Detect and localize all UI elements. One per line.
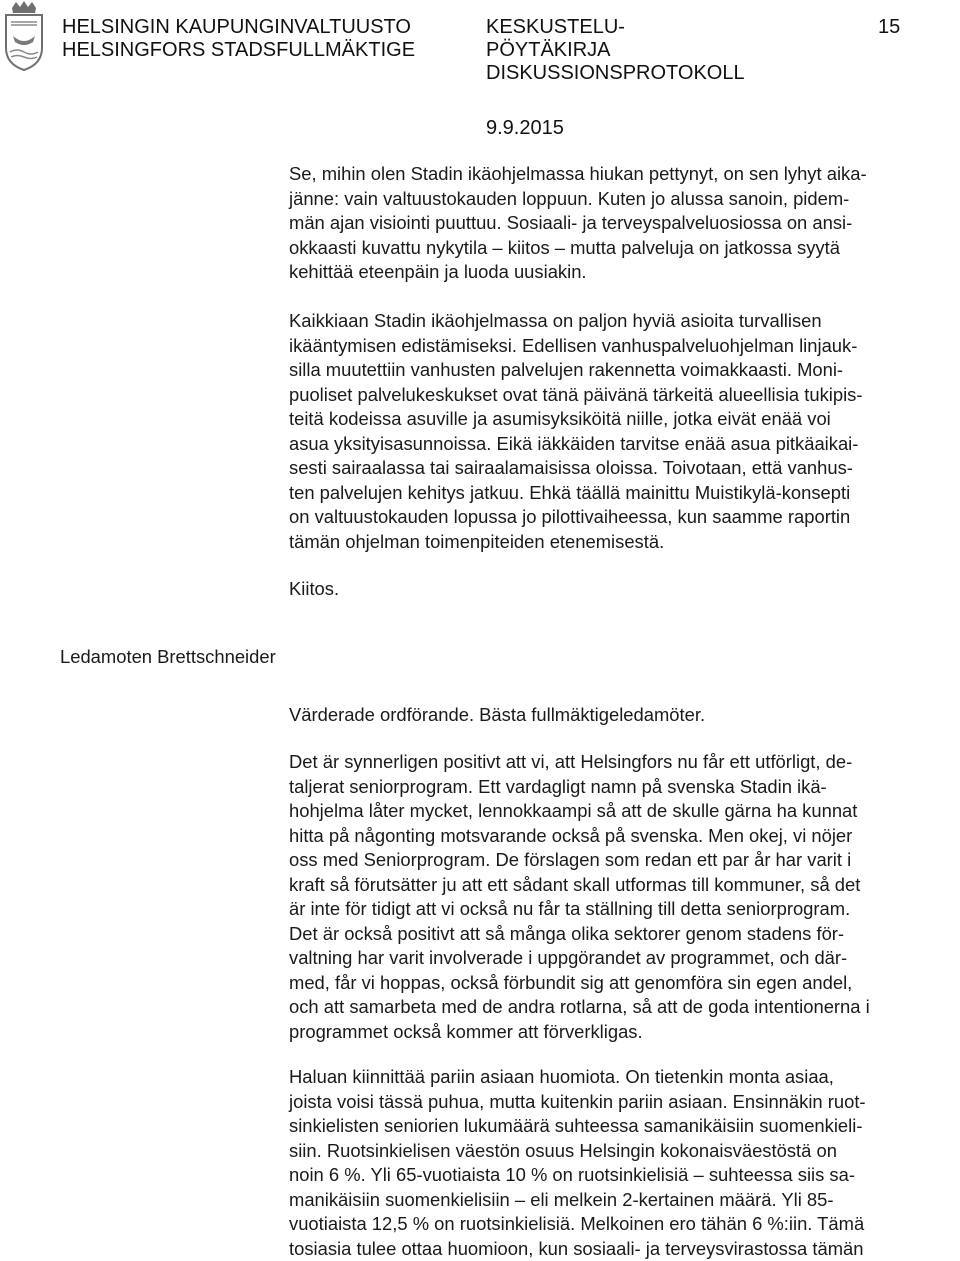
text-line: vuotiaista 12,5 % on ruotsinkielisiä. Melkoinen ero tähän 6 %:iin. Tämä [289, 1213, 865, 1234]
text-line: ten palvelujen kehitys jatkuu. Ehkä täällä mainittu Muistikylä-konsepti [289, 481, 851, 503]
text-line: tämän ohjelman toimenpiteiden etenemisestä. [289, 530, 665, 552]
speech-paragraph [289, 577, 959, 602]
speech-paragraph [289, 703, 959, 728]
text-line: oss med Seniorprogram. De förslagen som redan ett par år har varit i [289, 849, 852, 870]
text-line: sinkielisten seniorien lukumäärä suhteessa samanikäisiin suomenkieli- [289, 1115, 863, 1136]
text-line: Haluan kiinnittää pariin asiaan huomiota. On tietenkin monta asiaa, [289, 1066, 834, 1087]
text-line: manikäisiin suomenkielisiin – eli melkein 2-kertainen määrä. Yli 85- [289, 1188, 834, 1210]
text-line: asua yksityisasunnoissa. Eikä iäkkäiden tarvitse enää asua pitkäaikai- [289, 432, 859, 454]
text-line: noin 6 %. Yli 65-vuotiaista 10 % on ruotsinkielisiä – suhteessa siis sa- [289, 1164, 855, 1185]
text-line: ikääntymisen edistämiseksi. Edellisen vanhuspalveluohjelman linjauk- [289, 334, 858, 356]
text-line: puoliset palvelukeskukset ovat tänä päivänä tärkeitä alueellisia tukipis- [289, 383, 863, 405]
document-type-line-2: PÖYTÄKIRJA [486, 39, 611, 61]
text-line: jänne: vain valtuustokauden loppuun. Kuten jo alussa sanoin, pidem- [289, 187, 850, 209]
document-type-line-1: KESKUSTELU- [486, 16, 625, 38]
speaker-name: Ledamoten Brettschneider [60, 646, 276, 667]
meeting-date: 9.9.2015 [486, 117, 564, 139]
text-line: silla muutettiin vanhusten palvelujen rakennetta voimakkaasti. Moni- [289, 359, 844, 380]
text-line: Kaikkiaan Stadin ikäohjelmassa on paljon hyviä asioita turvallisen [289, 310, 822, 331]
text-line: taljerat seniorprogram. Ett vardagligt namn på svenska Stadin ikä- [289, 775, 827, 797]
text-line: män ajan visiointi puuttuu. Sosiaali- ja terveyspalveluosiossa on ansi- [289, 212, 853, 233]
text-line: är inte för tidigt att vi också nu får ta ställning till detta seniorprogram. [289, 898, 851, 919]
text-line: on valtuustokauden lopussa jo pilottivaiheessa, kun saamme raportin [289, 506, 851, 527]
text-line: och att samarbeta med de andra rotlarna, så att de goda intentionerna i [289, 996, 870, 1017]
speech-paragraph [289, 162, 959, 285]
text-line: tosiasia tulee ottaa huomioon, kun sosiaali- ja terveysvirastossa tämän [289, 1237, 864, 1259]
text-line: Kiitos. [289, 578, 340, 599]
text-line: kehittää eteenpäin ja luoda uusiakin. [289, 261, 587, 282]
text-line: hohjelma låter mycket, lennokkaampi så att de skulle gärna ha kunnat [289, 800, 858, 821]
speech-paragraph [289, 750, 959, 1044]
speech-paragraph [289, 1065, 959, 1261]
text-line: kraft så förutsätter ju att ett sådant skall utformas till kommuner, så det [289, 873, 861, 895]
text-line: programmet också kommer att förverkligas. [289, 1020, 643, 1042]
text-line: Se, mihin olen Stadin ikäohjelmassa hiukan pettynyt, on sen lyhyt aika- [289, 163, 867, 184]
text-line: Det är synnerligen positivt att vi, att Helsingfors nu får ett utförligt, de- [289, 751, 853, 772]
page-number: 15 [878, 16, 901, 38]
text-line: siin. Ruotsinkielisen väestön osuus Helsingin kokonaisväestöstä on [289, 1139, 837, 1161]
text-line: teitä kodeissa asuville ja asumisyksiköitä niille, jotka eivät enää voi [289, 408, 831, 429]
document-type [486, 16, 745, 85]
council-name-fi: HELSINGIN KAUPUNGINVALTUUSTO [62, 16, 411, 38]
text-line: med, får vi hoppas, också förbundit sig att genomföra sin egen andel, [289, 971, 853, 993]
council-name [62, 16, 415, 62]
text-line: joista voisi tässä puhua, mutta kuitenkin pariin asiaan. Ensinnäkin ruot- [289, 1090, 866, 1112]
text-line: hitta på någonting motsvarande också på svenska. Men okej, vi nöjer [289, 824, 853, 846]
speech-paragraph [289, 309, 959, 554]
helsinki-coat-of-arms-icon [2, 0, 46, 72]
council-name-sv: HELSINGFORS STADSFULLMÄKTIGE [62, 39, 416, 61]
text-line: valtning har varit involverade i uppgörandet av programmet, och där- [289, 947, 848, 968]
text-line: okkaasti kuvattu nykytila – kiitos – mutta palveluja on jatkossa syytä [289, 236, 840, 258]
text-line: sesti sairaalassa tai sairaalamaisissa oloissa. Toivotaan, että vanhus- [289, 457, 853, 478]
text-line: Värderade ordförande. Bästa fullmäktigeledamöter. [289, 704, 706, 725]
text-line: Det är också positivt att så många olika sektorer genom stadens för- [289, 922, 845, 944]
document-type-line-3: DISKUSSIONSPROTOKOLL [486, 62, 745, 84]
